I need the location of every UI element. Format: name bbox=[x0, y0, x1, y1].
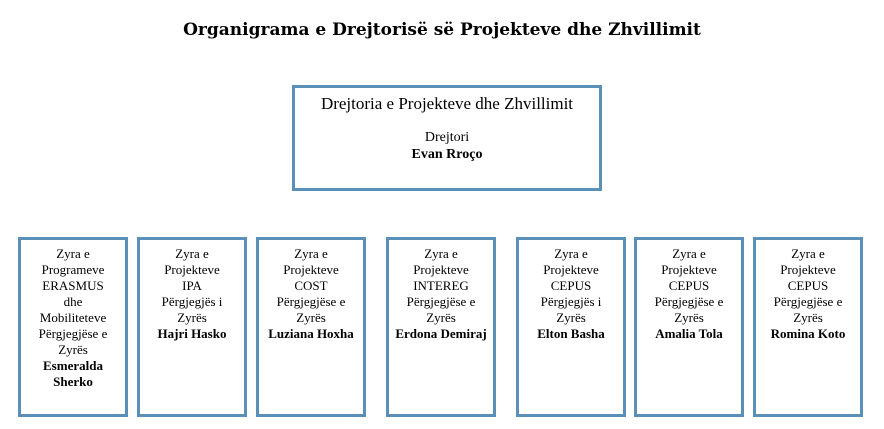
office-line: Zyrës bbox=[296, 310, 326, 325]
office-line: Zyra e bbox=[56, 246, 90, 261]
office-line: Projekteve bbox=[780, 262, 836, 277]
office-head-name: Erdona Demiraj bbox=[395, 326, 487, 341]
director-role: Drejtori bbox=[424, 130, 470, 145]
office-box bbox=[256, 237, 366, 417]
office-line: COST bbox=[294, 278, 328, 293]
office-line: INTEREG bbox=[413, 278, 469, 293]
office-line: Zyrës bbox=[426, 310, 456, 325]
office-box bbox=[516, 237, 626, 417]
office-line: Përgjegjës i bbox=[540, 294, 602, 309]
office-line: Përgjegjëse e bbox=[38, 326, 108, 341]
director-name: Evan Rroço bbox=[411, 147, 483, 162]
office-line: ERASMUS bbox=[42, 278, 104, 293]
office-line: Zyra e bbox=[791, 246, 825, 261]
office-line: Zyrës bbox=[674, 310, 704, 325]
office-head-name: Elton Basha bbox=[537, 326, 605, 341]
office-line: Projekteve bbox=[164, 262, 220, 277]
office-line: dhe bbox=[63, 294, 83, 309]
office-line: CEPUS bbox=[550, 278, 592, 293]
office-box bbox=[18, 237, 128, 417]
office-line: Zyrës bbox=[556, 310, 586, 325]
office-line: Përgjegjës i bbox=[161, 294, 223, 309]
office-line: Projekteve bbox=[543, 262, 599, 277]
office-head-name: Romina Koto bbox=[770, 326, 846, 341]
office-box bbox=[634, 237, 744, 417]
office-head-name: Luziana Hoxha bbox=[268, 326, 354, 341]
office-line: Zyrës bbox=[58, 342, 88, 357]
office-line: Përgjegjëse e bbox=[773, 294, 843, 309]
office-line: Projekteve bbox=[413, 262, 469, 277]
office-box bbox=[753, 237, 863, 417]
office-line: Programeve bbox=[41, 262, 105, 277]
office-box bbox=[137, 237, 247, 417]
office-line: Përgjegjëse e bbox=[654, 294, 724, 309]
director-box bbox=[292, 85, 602, 191]
office-head-name: Amalia Tola bbox=[655, 326, 723, 341]
office-line: Projekteve bbox=[661, 262, 717, 277]
office-head-name: Esmeralda Sherko bbox=[43, 358, 103, 389]
office-line: Zyrës bbox=[177, 310, 207, 325]
office-line: CEPUS bbox=[787, 278, 829, 293]
office-line: Zyra e bbox=[554, 246, 588, 261]
office-line: Zyra e bbox=[294, 246, 328, 261]
office-line: Përgjegjëse e bbox=[276, 294, 346, 309]
office-line: Përgjegjëse e bbox=[406, 294, 476, 309]
office-line: IPA bbox=[182, 278, 202, 293]
office-line: Zyra e bbox=[175, 246, 209, 261]
department-name: Drejtoria e Projekteve dhe Zhvillimit bbox=[320, 94, 574, 113]
office-line: CEPUS bbox=[668, 278, 710, 293]
office-head-name: Hajri Hasko bbox=[157, 326, 227, 341]
chart-title: Organigrama e Drejtorisë së Projekteve dhe Zhvillimit bbox=[183, 20, 701, 40]
office-line: Zyrës bbox=[793, 310, 823, 325]
office-line: Projekteve bbox=[283, 262, 339, 277]
office-line: Zyra e bbox=[424, 246, 458, 261]
office-box bbox=[386, 237, 496, 417]
office-line: Mobiliteteve bbox=[39, 310, 107, 325]
office-line: Zyra e bbox=[672, 246, 706, 261]
